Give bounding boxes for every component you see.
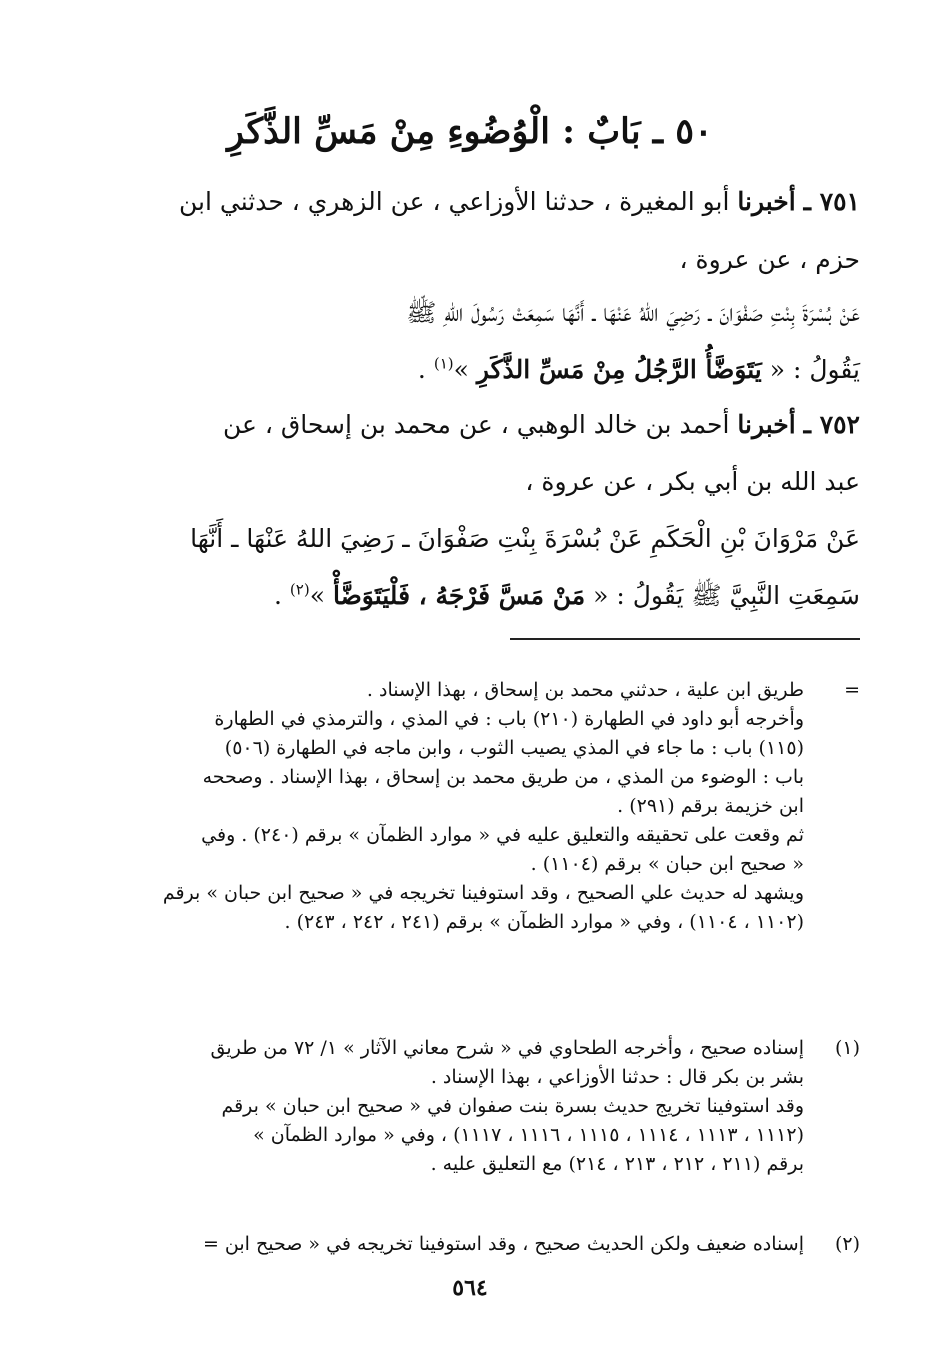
footnote-line: إسناده ضعيف ولكن الحديث صحيح ، وقد استوفينا تخريجه في « صحيح ابن = [202, 1233, 804, 1255]
footnote-2 [80, 1230, 860, 1259]
isnad-lead: أخبرنا [737, 187, 796, 216]
hadith-751-matn [80, 286, 860, 397]
footnote-line: (١١٠٢ ، ١١٠٤) ، وفي « موارد الظمآن » برقم (٢٤١ ، ٢٤٢ ، ٢٤٣) . [284, 911, 804, 933]
matn-prefix: سَمِعَتِ النَّبِيَّ ﷺ يَقُولُ : « [593, 581, 860, 610]
matn-prefix: يَقُولُ : « [769, 355, 860, 384]
hadith-752-isnad-line2: عبد الله بن أبي بكر ، عن عروة ، [525, 467, 860, 496]
hadith-752-isnad-line1 [80, 398, 860, 452]
footnote-line: بشر بن بكر قال : حدثنا الأوزاعي ، بهذا الإسناد . [430, 1066, 804, 1088]
closing-period: . [274, 581, 282, 610]
footnote-line: (١١١٢ ، ١١١٣ ، ١١١٤ ، ١١١٥ ، ١١١٦ ، ١١١٧) ، وفي « موارد الظمآن » [253, 1124, 804, 1146]
closing-guillemet: » [453, 355, 469, 384]
footnote-line: ويشهد له حديث علي الصحيح ، وقد استوفينا تخريجه في « صحيح ابن حبان » برقم [162, 882, 804, 904]
footnote-block [80, 676, 860, 937]
isnad-lead: أخبرنا [737, 410, 796, 439]
continuation-mark: = [844, 679, 860, 701]
hadith-752-matn [80, 512, 860, 623]
footnote-marker: (٢) [834, 1233, 860, 1255]
footnote-continuation [80, 676, 860, 937]
matn-line [80, 569, 860, 623]
footnote-line: « صحيح ابن حبان » برقم (١١٠٤) . [530, 853, 804, 875]
closing-guillemet: » [309, 581, 325, 610]
hadith-751-isnad-line1 [80, 175, 860, 229]
footnote-line: وأخرجه أبو داود في الطهارة (٢١٠) باب : في المذي ، والترمذي في الطهارة [214, 708, 804, 730]
isnad-text: أحمد بن خالد الوهبي ، عن محمد بن إسحاق ، عن [222, 410, 730, 439]
footnote-ref[interactable]: (١) [433, 354, 454, 373]
footnote-line: برقم (٢١١ ، ٢١٢ ، ٢١٣ ، ٢١٤) مع التعليق عليه . [430, 1153, 804, 1175]
footnote-line: طريق ابن علية ، حدثني محمد بن إسحاق ، بهذا الإسناد . [366, 679, 804, 701]
hadith-number: ٧٥١ ـ [803, 187, 860, 216]
footnote-1 [80, 1034, 860, 1179]
footnote-marker: (١) [834, 1037, 860, 1059]
prophetic-quote: مَنْ مَسَّ فَرْجَهُ ، فَلْيَتَوَضَّأْ [332, 581, 586, 610]
page-number: ٥٦٤ [452, 1275, 488, 1301]
matn-line: عَنْ بُسْرَةَ بِنْتِ صَفْوَانَ ـ رَضِيَ اللهُ عَنْهَا ـ أَنَّهَا سَمِعَتْ رَسُولَ اللهِ ﷺ [406, 298, 860, 327]
footnote-line: باب : الوضوء من المذي ، من طريق محمد بن إسحاق ، بهذا الإسناد . وصححه [202, 766, 804, 788]
isnad-text: أبو المغيرة ، حدثنا الأوزاعي ، عن الزهري ، حدثني ابن [178, 187, 730, 216]
hadith-number: ٧٥٢ ـ [803, 410, 860, 439]
footnote-line: ابن خزيمة برقم (٢٩١) . [617, 795, 804, 817]
footnote-separator [510, 638, 860, 640]
footnote-ref[interactable]: (٢) [289, 580, 310, 599]
matn-line: عَنْ مَرْوَانَ بْنِ الْحَكَمِ عَنْ بُسْرَةَ بِنْتِ صَفْوَانَ ـ رَضِيَ اللهُ عَنْهَا ـ أَنَّهَا [190, 524, 860, 553]
matn-line [80, 343, 860, 397]
closing-period: . [417, 355, 426, 384]
footnote-block [80, 1230, 860, 1259]
prophetic-quote: يَتَوَضَّأُ الرَّجُلُ مِنْ مَسِّ الذَّكَرِ [476, 355, 762, 384]
footnote-line: إسناده صحيح ، وأخرجه الطحاوي في « شرح معاني الآثار » ١/ ٧٢ من طريق [210, 1037, 804, 1059]
footnote-line: وقد استوفينا تخريج حديث بسرة بنت صفوان في « صحيح ابن حبان » برقم [221, 1095, 804, 1117]
hadith-751-isnad-line2: حزم ، عن عروة ، [679, 245, 860, 274]
footnote-line: (١١٥) باب : ما جاء في المذي يصيب الثوب ، وابن ماجه في الطهارة (٥٠٦) [224, 737, 804, 759]
footnote-line: ثم وقعت على تحقيقه والتعليق عليه في « موارد الظمآن » برقم (٢٤٠) . وفي [201, 824, 804, 846]
chapter-title: ٥٠ ـ بَابٌ : الْوُضُوءِ مِنْ مَسِّ الذَّكَرِ [227, 111, 713, 152]
footnote-block [80, 1034, 860, 1179]
